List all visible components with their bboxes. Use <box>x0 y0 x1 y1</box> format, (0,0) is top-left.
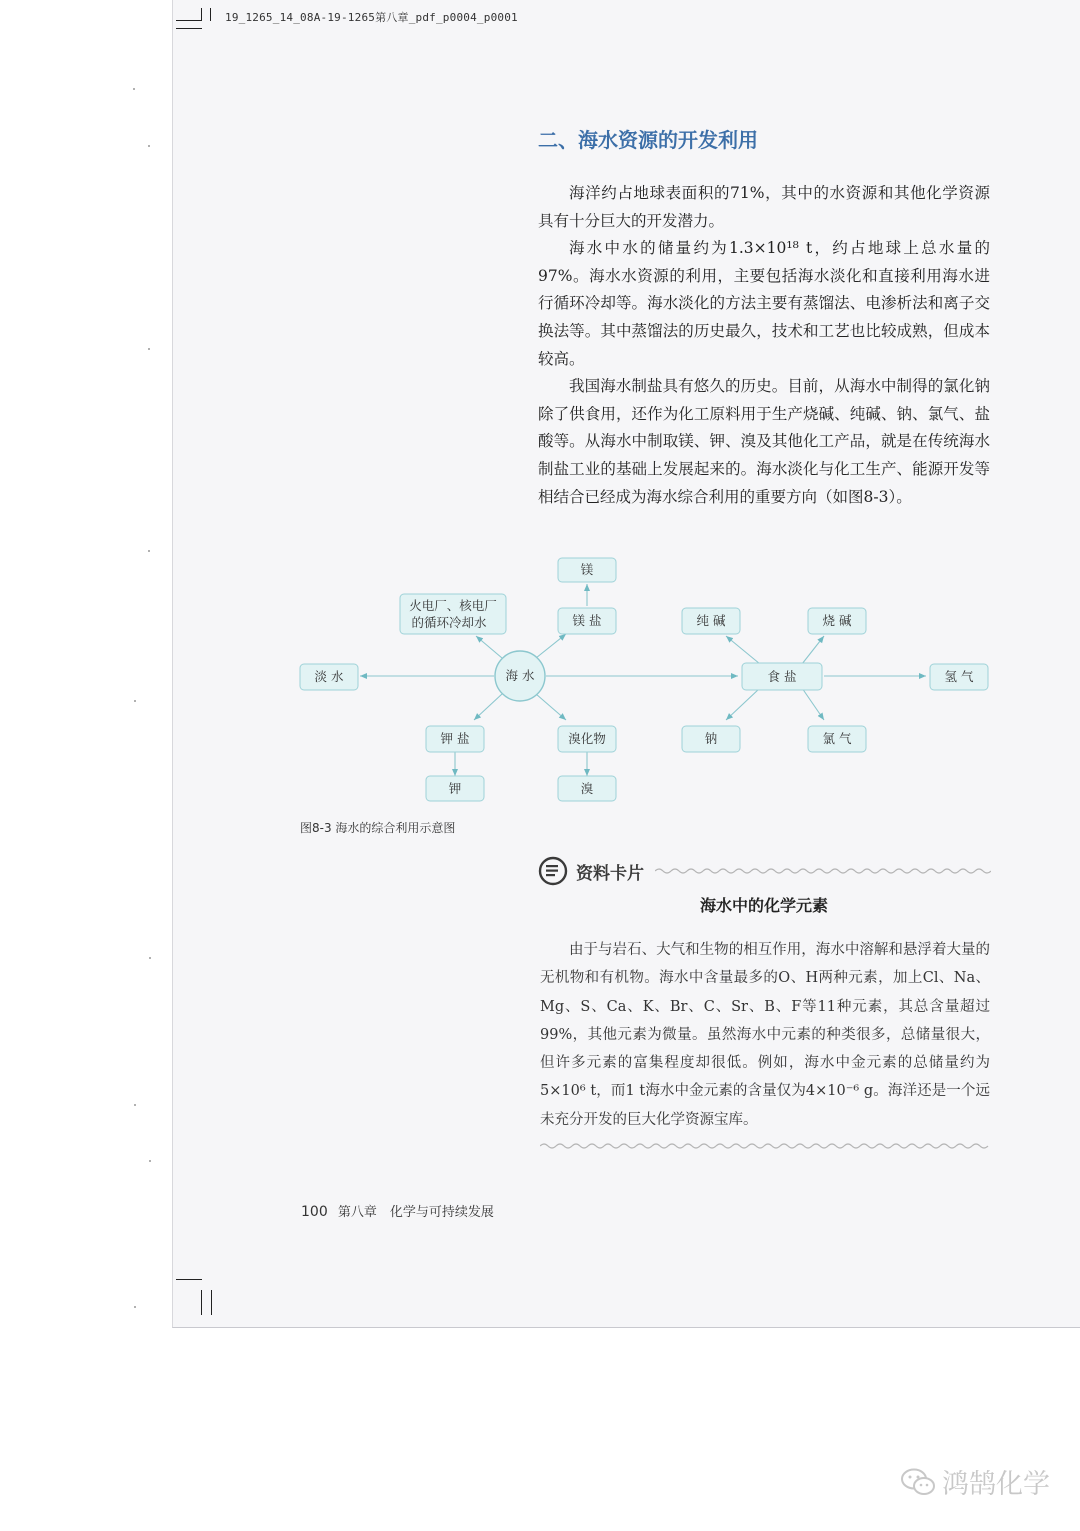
svg-text:溴: 溴 <box>580 781 594 796</box>
page-number: 100 <box>301 1204 328 1220</box>
info-card-text <box>540 936 990 1134</box>
node-chlorine <box>808 726 866 752</box>
scan-dot <box>134 700 136 702</box>
scan-dot <box>134 1104 136 1106</box>
scan-dot <box>149 1160 151 1162</box>
paragraph: 海水中水的储量约为1.3×10¹⁸ t，约占地球上总水量的97%。海水水资源的利用，主要包括海水淡化和直接利用海水进行循环冷却等。海水淡化的方法主要有蒸馏法、电渗析法和离子交换法等。其中蒸馏法的历史最久，技术和工艺也比较成熟，但成本较高。 <box>538 239 990 368</box>
svg-text:海 水: 海 水 <box>505 668 535 683</box>
node-caustic-soda <box>808 608 866 634</box>
svg-text:溴化物: 溴化物 <box>568 731 606 746</box>
watermark <box>900 1462 1050 1501</box>
node-magnesium-salt <box>558 608 616 634</box>
card-top-wave <box>655 866 991 876</box>
node-bromine <box>558 776 616 801</box>
svg-text:氢 气: 氢 气 <box>944 669 974 684</box>
file-info-header: 19_1265_14_08A-19-1265第八章_pdf_p0004_p0001 <box>225 11 518 24</box>
page-footer <box>301 1201 494 1220</box>
svg-text:的循环冷却水: 的循环冷却水 <box>411 615 487 630</box>
crop-mark-bottom-v <box>201 1290 202 1315</box>
svg-text:纯 碱: 纯 碱 <box>696 613 726 628</box>
figure-caption: 图8-3 海水的综合利用示意图 <box>300 821 456 835</box>
arrow-to-sodium <box>726 688 760 720</box>
node-seawater <box>495 651 545 701</box>
node-salt <box>742 663 822 690</box>
crop-mark-bottom-v2 <box>211 1290 212 1315</box>
paragraph: 海洋约占地球表面积的71%，其中的水资源和其他化学资源具有十分巨大的开发潜力。 <box>538 184 990 230</box>
wechat-icon <box>900 1467 936 1497</box>
info-card-icon <box>538 856 568 886</box>
svg-text:食 盐: 食 盐 <box>767 669 797 684</box>
info-card-paragraph: 由于与岩石、大气和生物的相互作用，海水中溶解和悬浮着大量的无机物和有机物。海水中含量最多的O、H两种元素，加上Cl、Na、Mg、S、Ca、K、Br、C、Sr、B、F等11种元素，其总含量超过99%，其他元素为微量。虽然海水中元素的种类很多，总储量很大，但许多元素的富集程度却很低。例如，海水中金元素的总储量约为5×10⁶ t，而1 t海水中金元素的含量仅为4×10⁻⁶ g。海洋还是一个远未充分开发的巨大化学资源宝库。 <box>540 942 990 1128</box>
arrow-to-magnesium-salt <box>536 634 566 658</box>
svg-text:钾 盐: 钾 盐 <box>440 731 470 746</box>
watermark-text: 鸿鹄化学 <box>942 1469 1050 1500</box>
seawater-utilization-diagram <box>290 548 1000 810</box>
crop-mark-top-v <box>201 8 202 21</box>
svg-text:氯 气: 氯 气 <box>822 731 852 746</box>
svg-text:钠: 钠 <box>704 731 718 746</box>
svg-text:烧 碱: 烧 碱 <box>822 613 852 628</box>
body-text <box>538 180 990 511</box>
node-sodium <box>682 726 740 752</box>
node-soda-ash <box>682 608 740 634</box>
node-magnesium <box>558 558 616 582</box>
arrow-to-bromide <box>536 694 566 720</box>
arrow-to-caustic-soda <box>802 636 824 664</box>
node-fresh-water <box>300 664 358 690</box>
arrow-to-chlorine <box>802 688 824 720</box>
scan-dot <box>149 957 151 959</box>
info-card-title: 海水中的化学元素 <box>699 896 828 915</box>
info-card-header <box>538 856 644 886</box>
node-cooling-water <box>400 594 506 634</box>
scan-dot <box>148 348 150 350</box>
node-potassium-salt <box>426 726 484 752</box>
arrow-to-cooling-water <box>476 636 502 658</box>
svg-text:钾: 钾 <box>448 781 462 796</box>
info-card-label: 资料卡片 <box>576 863 644 884</box>
arrow-to-potassium-salt <box>474 694 502 720</box>
svg-text:镁: 镁 <box>580 562 594 577</box>
section-title: 二、海水资源的开发利用 <box>538 128 758 152</box>
crop-mark-bottom-h <box>176 1279 202 1280</box>
arrow-to-soda-ash <box>726 636 760 664</box>
node-hydrogen <box>930 664 988 690</box>
scan-dot <box>133 88 135 90</box>
node-bromide <box>558 726 616 752</box>
crop-mark-top-side <box>176 28 202 29</box>
crop-mark-top-v2 <box>210 8 211 21</box>
svg-text:淡 水: 淡 水 <box>314 669 344 684</box>
node-potassium <box>426 776 484 801</box>
svg-text:火电厂、核电厂: 火电厂、核电厂 <box>409 598 497 613</box>
scan-dot <box>148 550 150 552</box>
crop-mark-top-h <box>176 20 202 21</box>
paragraph: 我国海水制盐具有悠久的历史。目前，从海水中制得的氯化钠除了供食用，还作为化工原料用于生产烧碱、纯碱、钠、氯气、盐酸等。从海水中制取镁、钾、溴及其他化工产品，就是在传统海水制盐工业的基础上发展起来的。海水淡化与化工生产、能源开发等相结合已经成为海水综合利用的重要方向（如图8-3）。 <box>538 377 990 506</box>
chapter-title: 第八章 化学与可持续发展 <box>337 1205 494 1220</box>
svg-text:镁 盐: 镁 盐 <box>572 613 602 628</box>
scan-dot <box>148 145 150 147</box>
card-bottom-wave <box>540 1141 992 1151</box>
scan-dot <box>134 1306 136 1308</box>
